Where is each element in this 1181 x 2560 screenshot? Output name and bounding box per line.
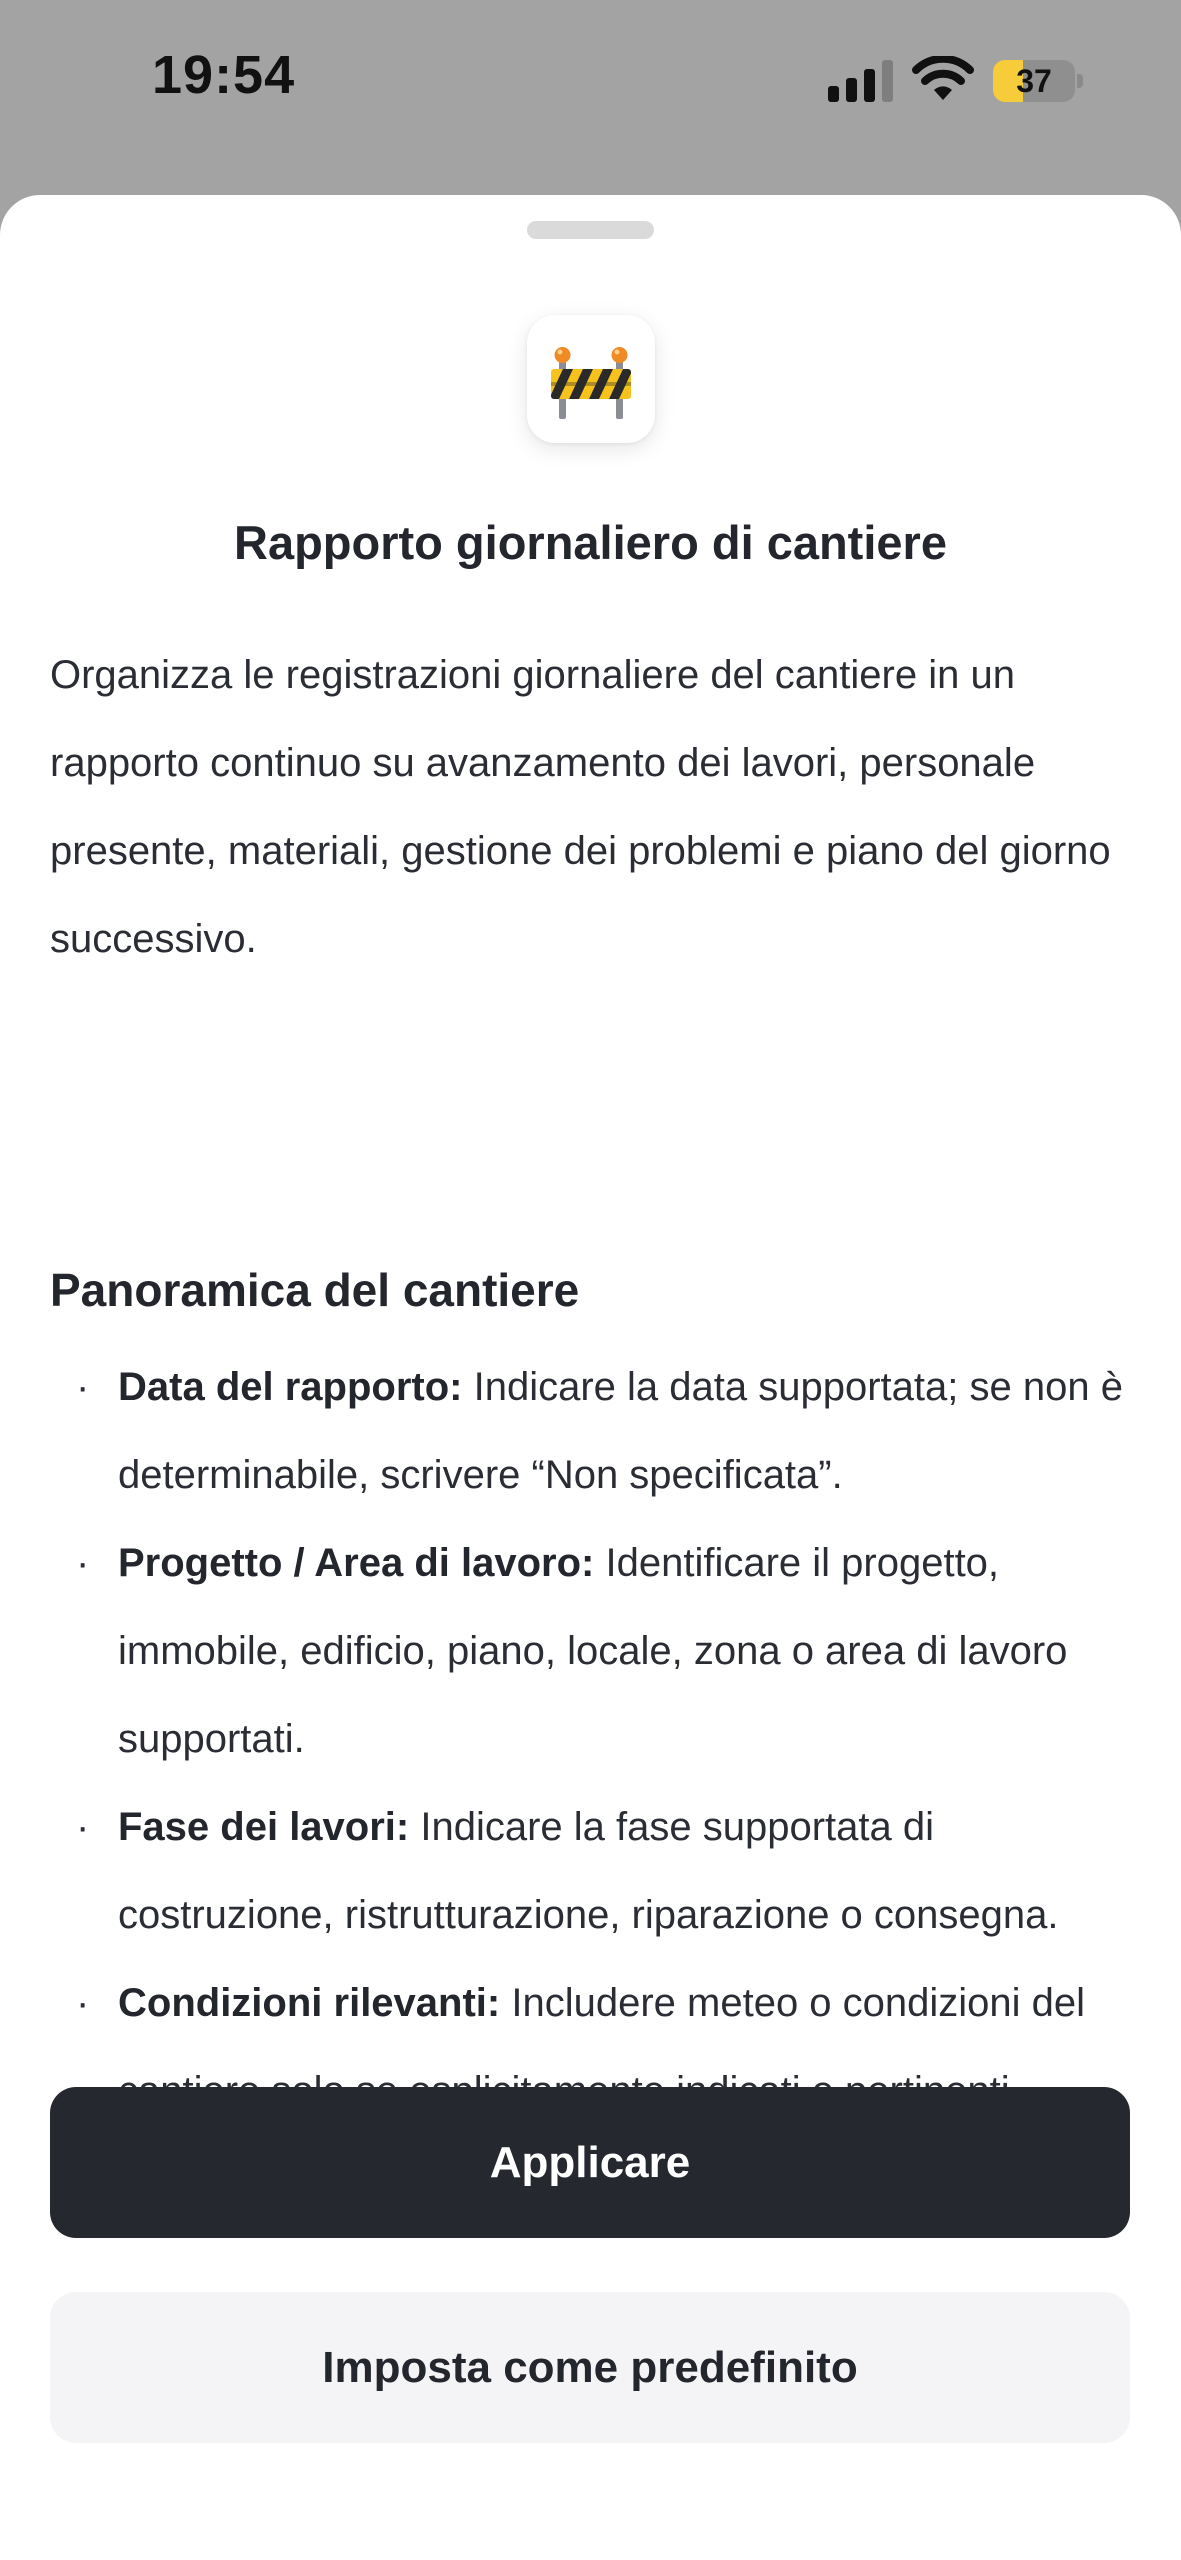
bullet-dot: ·: [76, 1805, 90, 1849]
template-icon-tile: [527, 315, 655, 443]
list-item: [50, 1783, 1140, 1959]
item-text: Indicare la data supportata; se non è determinabile, scrivere “Non specificata”.: [118, 1365, 1123, 1497]
wifi-icon: [912, 56, 974, 102]
item-label: Fase dei lavori:: [118, 1805, 410, 1849]
battery-icon: [993, 60, 1075, 102]
list-item: [50, 1519, 1140, 1783]
bullet-dot: ·: [76, 1365, 90, 1409]
bullet-dot: ·: [76, 1541, 90, 1585]
status-time: 19:54: [152, 45, 296, 105]
battery-nub: [1077, 74, 1083, 88]
status-bar: [0, 0, 1181, 190]
apply-button[interactable]: Applicare: [50, 2087, 1130, 2238]
set-default-button[interactable]: Imposta come predefinito: [50, 2292, 1130, 2443]
item-text: Identificare il progetto, immobile, edificio, piano, locale, zona o area di lavoro supportati.: [118, 1541, 1068, 1761]
item-text: Includere meteo o condizioni del: [511, 1981, 1086, 2025]
item-label: Data del rapporto:: [118, 1365, 463, 1409]
bottom-sheet: [0, 195, 1181, 2560]
cellular-signal-icon: [828, 60, 894, 102]
item-text: Indicare la fase supportata di costruzione, ristrutturazione, riparazione o consegna.: [118, 1805, 1059, 1937]
description-paragraph: Organizza le registrazioni giornaliere del cantiere in un rapporto continuo su avanzamento dei lavori, personale presente, materiali, gestione dei problemi e piano del giorno successivo.: [50, 653, 1111, 961]
sheet-grabber[interactable]: [527, 221, 654, 239]
item-label: Progetto / Area di lavoro:: [118, 1541, 595, 1585]
item-label: Condizioni rilevanti:: [118, 1981, 501, 2025]
overview-list: [50, 1343, 1140, 2135]
list-item: [50, 1343, 1140, 1519]
section-heading: Panoramica del cantiere: [50, 1264, 580, 1316]
battery-level: 37: [1016, 62, 1052, 99]
construction-barrier-icon: [547, 335, 635, 423]
sheet-title: Rapporto giornaliero di cantiere: [234, 516, 947, 569]
bullet-dot: ·: [76, 1981, 90, 2025]
